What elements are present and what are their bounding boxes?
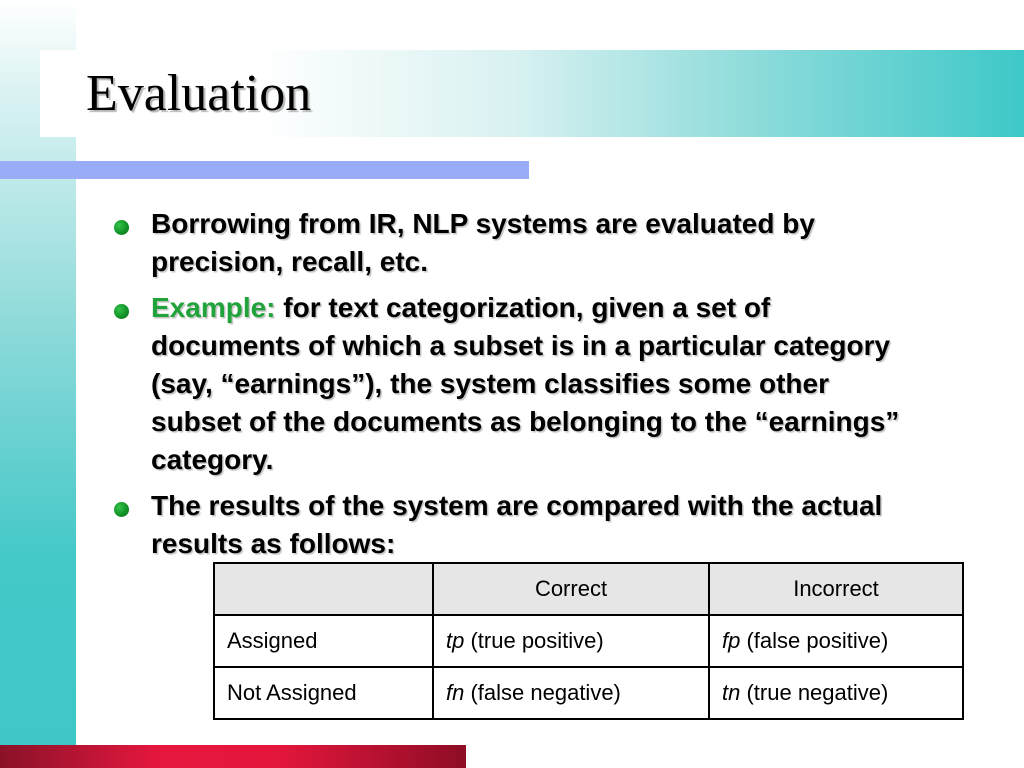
- cell-abbreviation: tn: [722, 680, 741, 705]
- title-band-left-fill: [40, 50, 76, 137]
- table-cell: [433, 615, 709, 667]
- bullet-item: [114, 289, 914, 479]
- table-cell: [709, 667, 963, 719]
- cell-text: (false negative): [464, 680, 621, 705]
- table-row-label: Assigned: [214, 615, 433, 667]
- cell-text: (true negative): [740, 680, 889, 705]
- table-cell: [433, 667, 709, 719]
- cell-abbreviation: fn: [446, 680, 465, 705]
- bullet-lead-label: Example:: [151, 292, 276, 323]
- table-header-cell: Incorrect: [709, 563, 963, 615]
- bullet-list: [114, 205, 914, 571]
- bullet-text: Borrowing from IR, NLP systems are evaluated by precision, recall, etc.: [151, 208, 815, 277]
- bullet-text: The results of the system are compared with the actual results as follows:: [151, 490, 883, 559]
- bullet-dot-icon: [114, 304, 129, 319]
- bullet-item: [114, 205, 914, 281]
- table-cell: [709, 615, 963, 667]
- bullet-dot-icon: [114, 502, 129, 517]
- cell-text: (false positive): [740, 628, 889, 653]
- bottom-decorative-bar: [0, 745, 466, 768]
- cell-text: (true positive): [464, 628, 604, 653]
- slide-title: Evaluation: [86, 65, 312, 122]
- bullet-text: for text categorization, given a set of documents of which a subset is in a particular category (say, “earnings”), the system classifies some other subset of the documents as belonging to the “earnings” category.: [151, 292, 900, 475]
- table-header-row: [214, 563, 963, 615]
- cell-abbreviation: tp: [446, 628, 465, 653]
- table-header-cell: [214, 563, 433, 615]
- table-row: [214, 667, 963, 719]
- bullet-item: [114, 487, 914, 563]
- cell-abbreviation: fp: [722, 628, 741, 653]
- table-row-label: Not Assigned: [214, 667, 433, 719]
- table-row: [214, 615, 963, 667]
- results-table: [213, 562, 964, 720]
- title-underline-bar: [0, 161, 529, 179]
- bullet-dot-icon: [114, 220, 129, 235]
- table-header-cell: Correct: [433, 563, 709, 615]
